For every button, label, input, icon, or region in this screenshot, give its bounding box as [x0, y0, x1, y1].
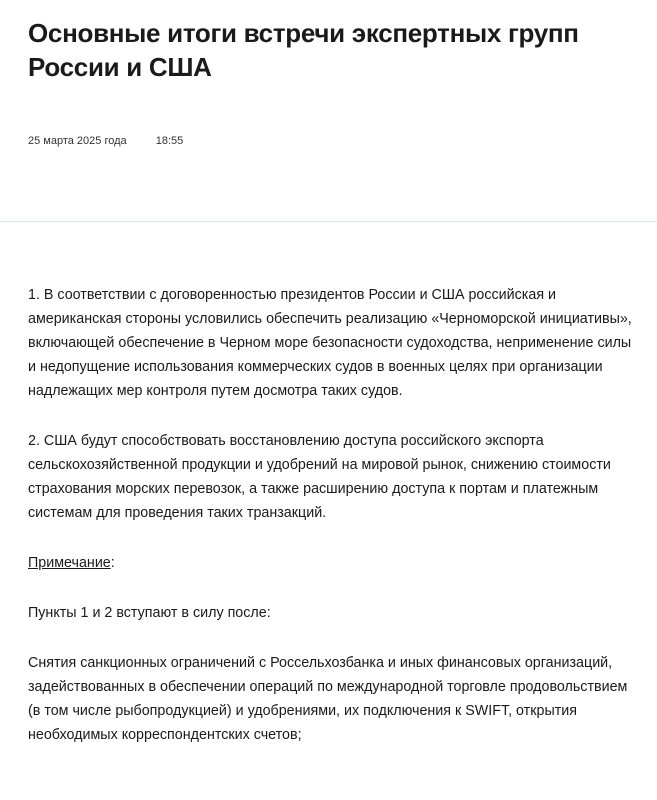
- note-suffix: :: [110, 555, 115, 571]
- article-date: 25 марта 2025 года: [28, 135, 127, 147]
- article-body: [28, 283, 638, 773]
- article-header: [0, 0, 657, 221]
- article-time: 18:55: [155, 135, 184, 147]
- note-label: Примечание: [28, 555, 111, 571]
- note-paragraph: [28, 551, 638, 575]
- article-title: Основные итоги встречи экспертных групп России и США: [28, 18, 579, 82]
- paragraph-5: Снятия санкционных ограничений с Россельхозбанка и иных финансовых организаций, задействованных в обеспечении операций по международной торговле продовольствием (в том числе рыбопродукцией) и удобрениями, их подключения к SWIFT, открытия необходимых корреспондентских счетов;: [28, 655, 628, 743]
- article-meta: [28, 134, 183, 148]
- paragraph-1: 1. В соответствии с договоренностью президентов России и США российская и американская стороны условились обеспечить реализацию «Черноморской инициативы», включающей обеспечение в Черном море безопасности судоходства, неприменение силы и недопущение использования коммерческих судов в военных целях при организации надлежащих мер контроля путем досмотра таких судов.: [28, 287, 632, 399]
- paragraph-2: 2. США будут способствовать восстановлению доступа российского экспорта сельскохозяйственной продукции и удобрений на мировой рынок, снижению стоимости страхования морских перевозок, а также расширению доступа к портам и платежным системам для проведения таких транзакций.: [28, 433, 611, 521]
- paragraph-4: Пункты 1 и 2 вступают в силу после:: [28, 605, 271, 621]
- header-divider: [0, 221, 657, 222]
